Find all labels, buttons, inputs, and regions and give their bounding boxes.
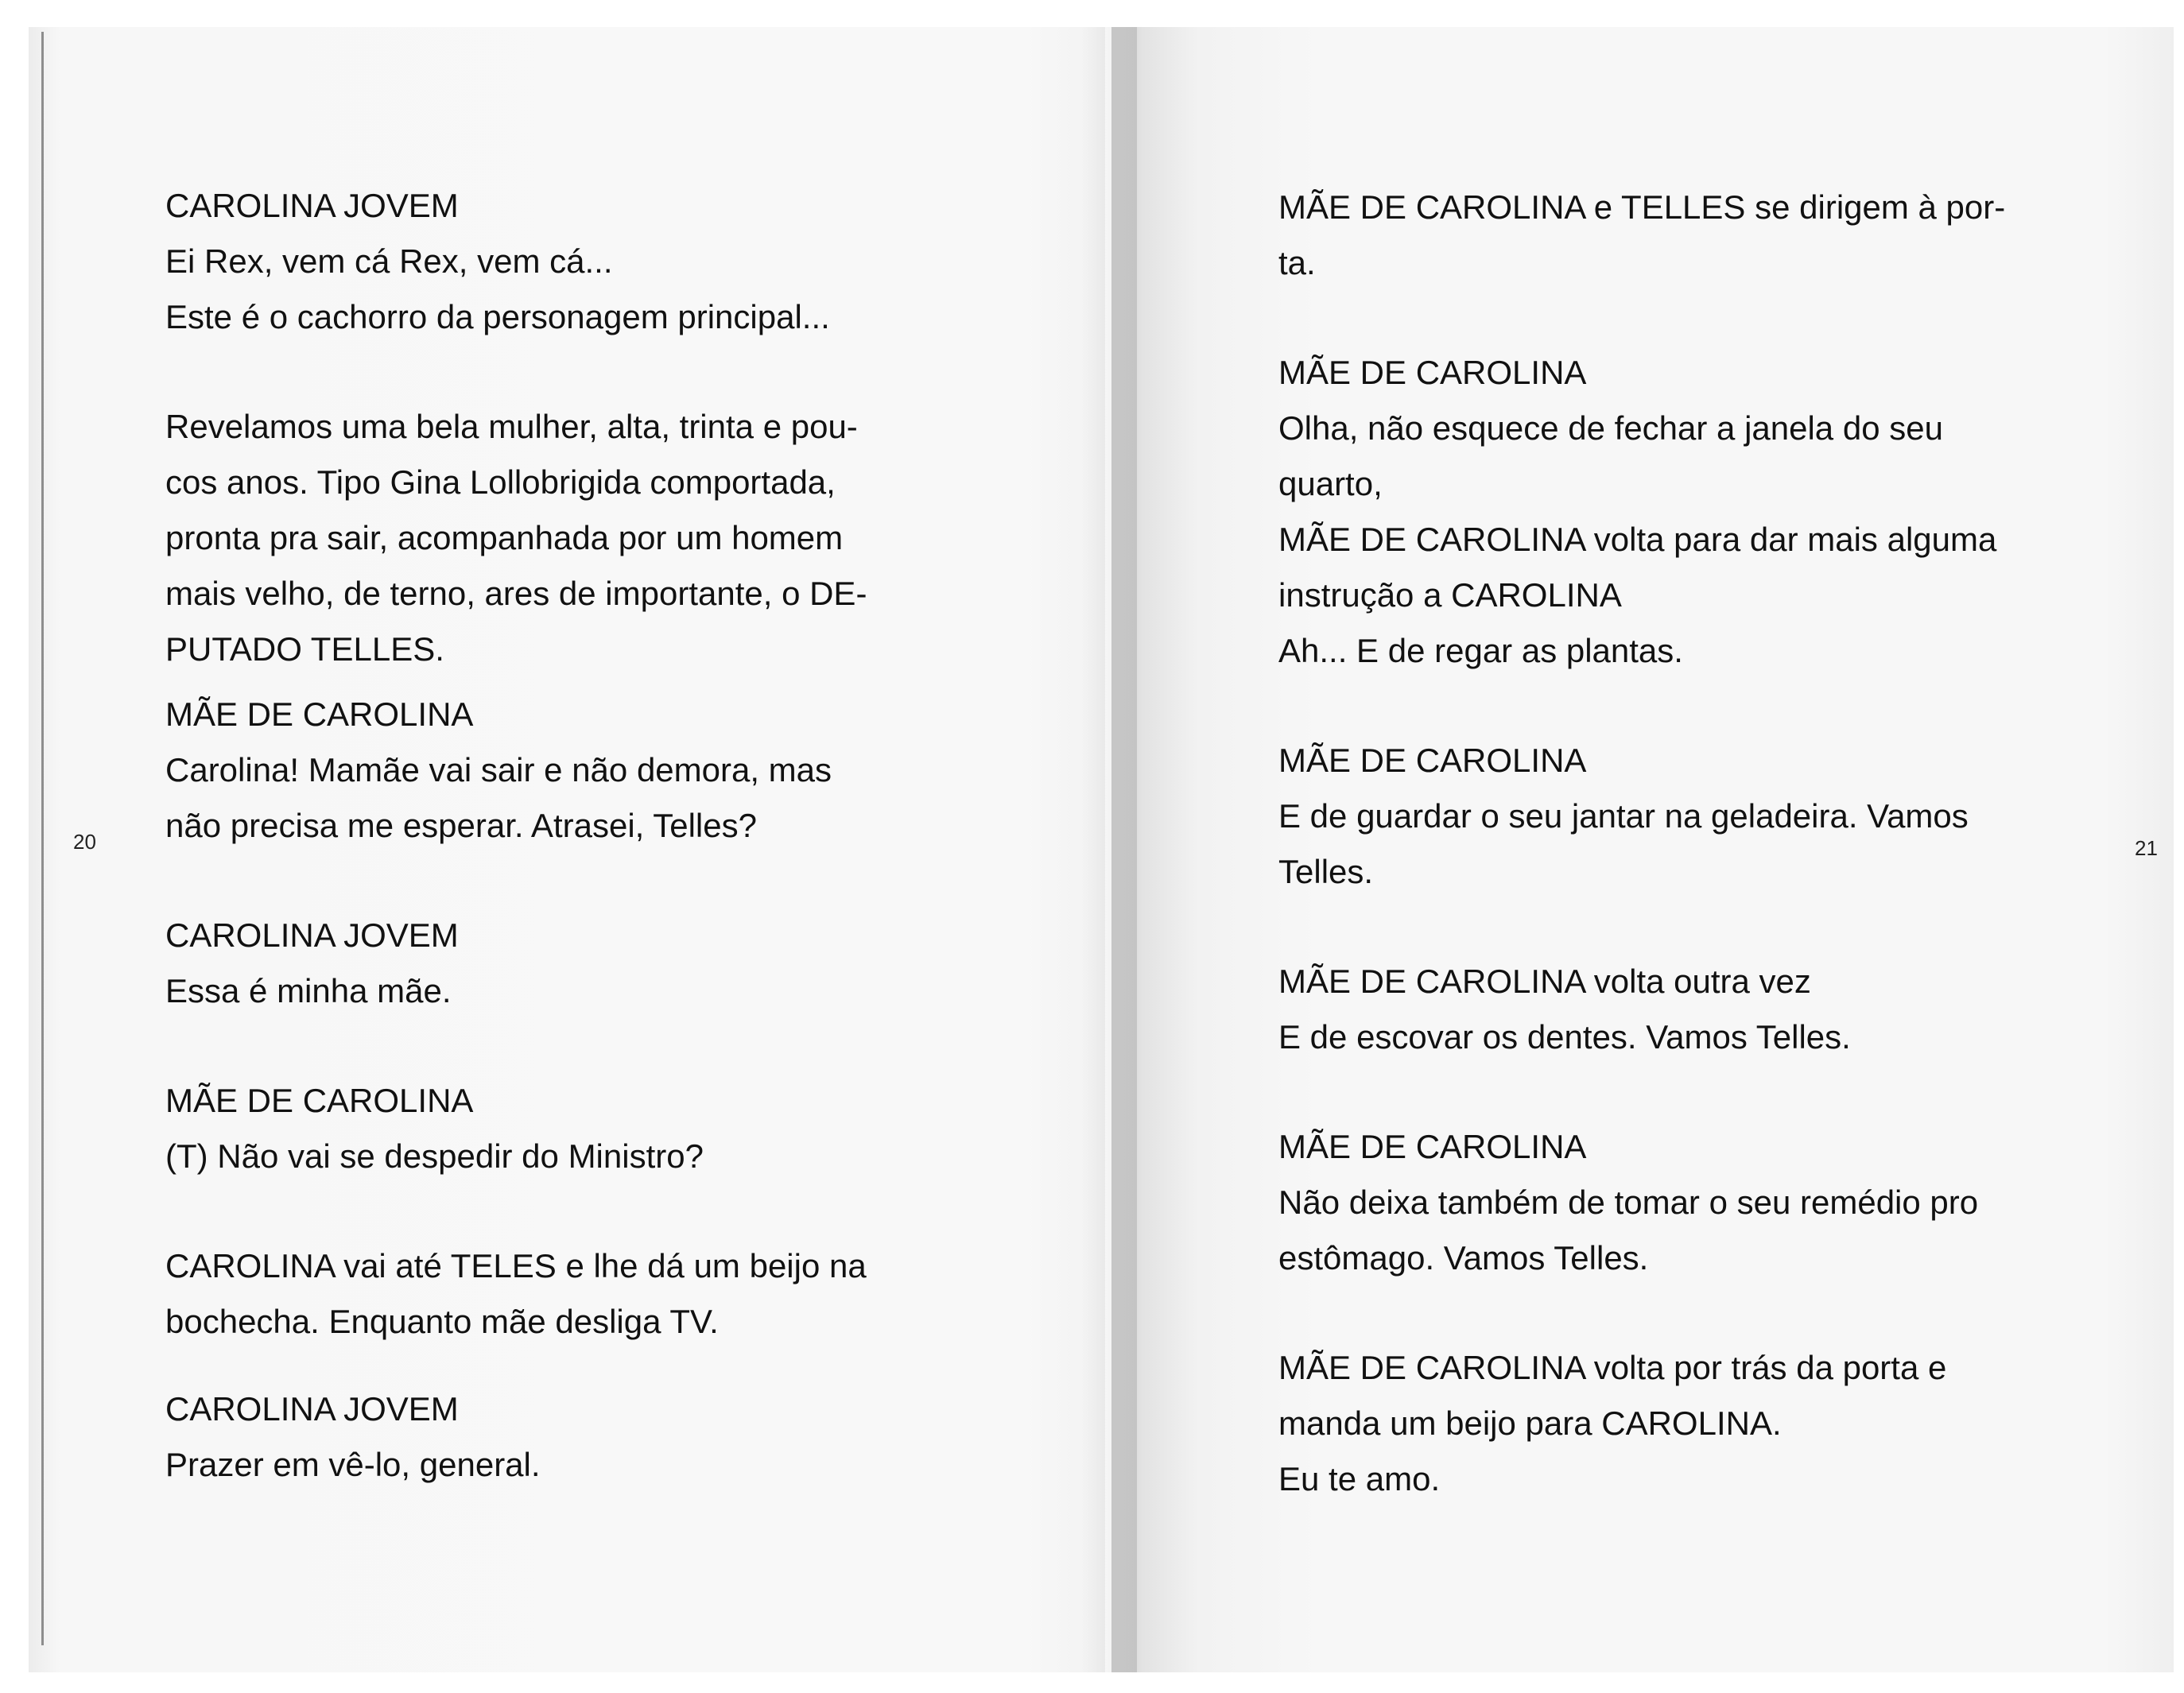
speaker-name: MÃE DE CAROLINA	[1278, 1128, 1587, 1165]
direction-line: instrução a CAROLINA	[1278, 576, 1622, 614]
speaker-name: MÃE DE CAROLINA	[165, 695, 474, 733]
dialogue-line: não precisa me esperar. Atrasei, Telles?	[165, 807, 757, 844]
script-block	[1278, 345, 2081, 512]
dialogue-line: Ei Rex, vem cá Rex, vem cá...	[165, 242, 613, 280]
direction-line: manda um beijo para CAROLINA.	[1278, 1404, 1782, 1442]
dialogue-line: Não deixa também de tomar o seu remédio pro	[1278, 1184, 1979, 1221]
direction-line: CAROLINA vai até TELES e lhe dá um beijo na	[165, 1247, 867, 1284]
dialogue-line: Prazer em vê-lo, general.	[165, 1446, 541, 1483]
direction-line: MÃE DE CAROLINA volta para dar mais alguma	[1278, 521, 1997, 558]
dialogue-line: Olha, não esquece de fechar a janela do seu	[1278, 409, 1943, 447]
speaker-name: MÃE DE CAROLINA volta outra vez	[1278, 963, 1811, 1000]
script-block	[165, 908, 968, 1019]
speaker-name: CAROLINA JOVEM	[165, 916, 459, 954]
dialogue-line: E de guardar o seu jantar na geladeira. Vamos	[1278, 797, 1969, 835]
dialogue-line: Este é o cachorro da personagem principal...	[165, 298, 830, 335]
left-page-text	[165, 178, 968, 1493]
speaker-name: MÃE DE CAROLINA	[1278, 742, 1587, 779]
script-block	[1278, 954, 2081, 1065]
dialogue-line: Essa é minha mãe.	[165, 972, 452, 1009]
direction-line: bochecha. Enquanto mãe desliga TV.	[165, 1303, 719, 1340]
dialogue-line: Eu te amo.	[1278, 1460, 1441, 1497]
direction-line: cos anos. Tipo Gina Lollobrigida comportada,	[165, 463, 836, 501]
page-edge-line	[41, 32, 44, 1645]
dialogue-line: quarto,	[1278, 465, 1383, 502]
script-block	[165, 687, 968, 854]
speaker-name: CAROLINA JOVEM	[165, 187, 459, 224]
page-number-left: 20	[73, 830, 96, 854]
direction-line: MÃE DE CAROLINA volta por trás da porta e	[1278, 1349, 1947, 1386]
script-block	[1278, 733, 2081, 900]
script-block	[1278, 1119, 2081, 1286]
right-page-text	[1278, 180, 2081, 1507]
dialogue-line: Telles.	[1278, 853, 1374, 890]
dialogue-line: Carolina! Mamãe vai sair e não demora, mas	[165, 751, 832, 788]
speaker-name: CAROLINA JOVEM	[165, 1390, 459, 1428]
script-block	[165, 1381, 968, 1493]
dialogue-line: E de escovar os dentes. Vamos Telles.	[1278, 1018, 1851, 1056]
direction-line: ta.	[1278, 244, 1316, 281]
script-block	[1278, 1340, 2081, 1507]
speaker-name: MÃE DE CAROLINA	[1278, 354, 1587, 391]
direction-line: pronta pra sair, acompanhada por um homem	[165, 519, 844, 556]
stage-direction	[1278, 180, 2081, 291]
script-block	[1278, 512, 2081, 679]
book-gutter-shadow	[1081, 27, 1137, 1672]
direction-line: MÃE DE CAROLINA e TELLES se dirigem à por-	[1278, 188, 2006, 226]
speaker-name: MÃE DE CAROLINA	[165, 1082, 474, 1119]
page-number-right: 21	[2135, 836, 2158, 860]
stage-direction	[165, 1238, 968, 1350]
script-block	[165, 178, 968, 345]
direction-line: Revelamos uma bela mulher, alta, trinta e pou-	[165, 408, 858, 445]
direction-line: mais velho, de terno, ares de importante, o DE-	[165, 575, 867, 612]
script-block	[165, 1073, 968, 1184]
stage-direction	[165, 399, 968, 677]
dialogue-line: estômago. Vamos Telles.	[1278, 1239, 1649, 1277]
direction-line: PUTADO TELLES.	[165, 630, 444, 668]
dialogue-line: (T) Não vai se despedir do Ministro?	[165, 1137, 704, 1175]
dialogue-line: Ah... E de regar as plantas.	[1278, 632, 1683, 669]
